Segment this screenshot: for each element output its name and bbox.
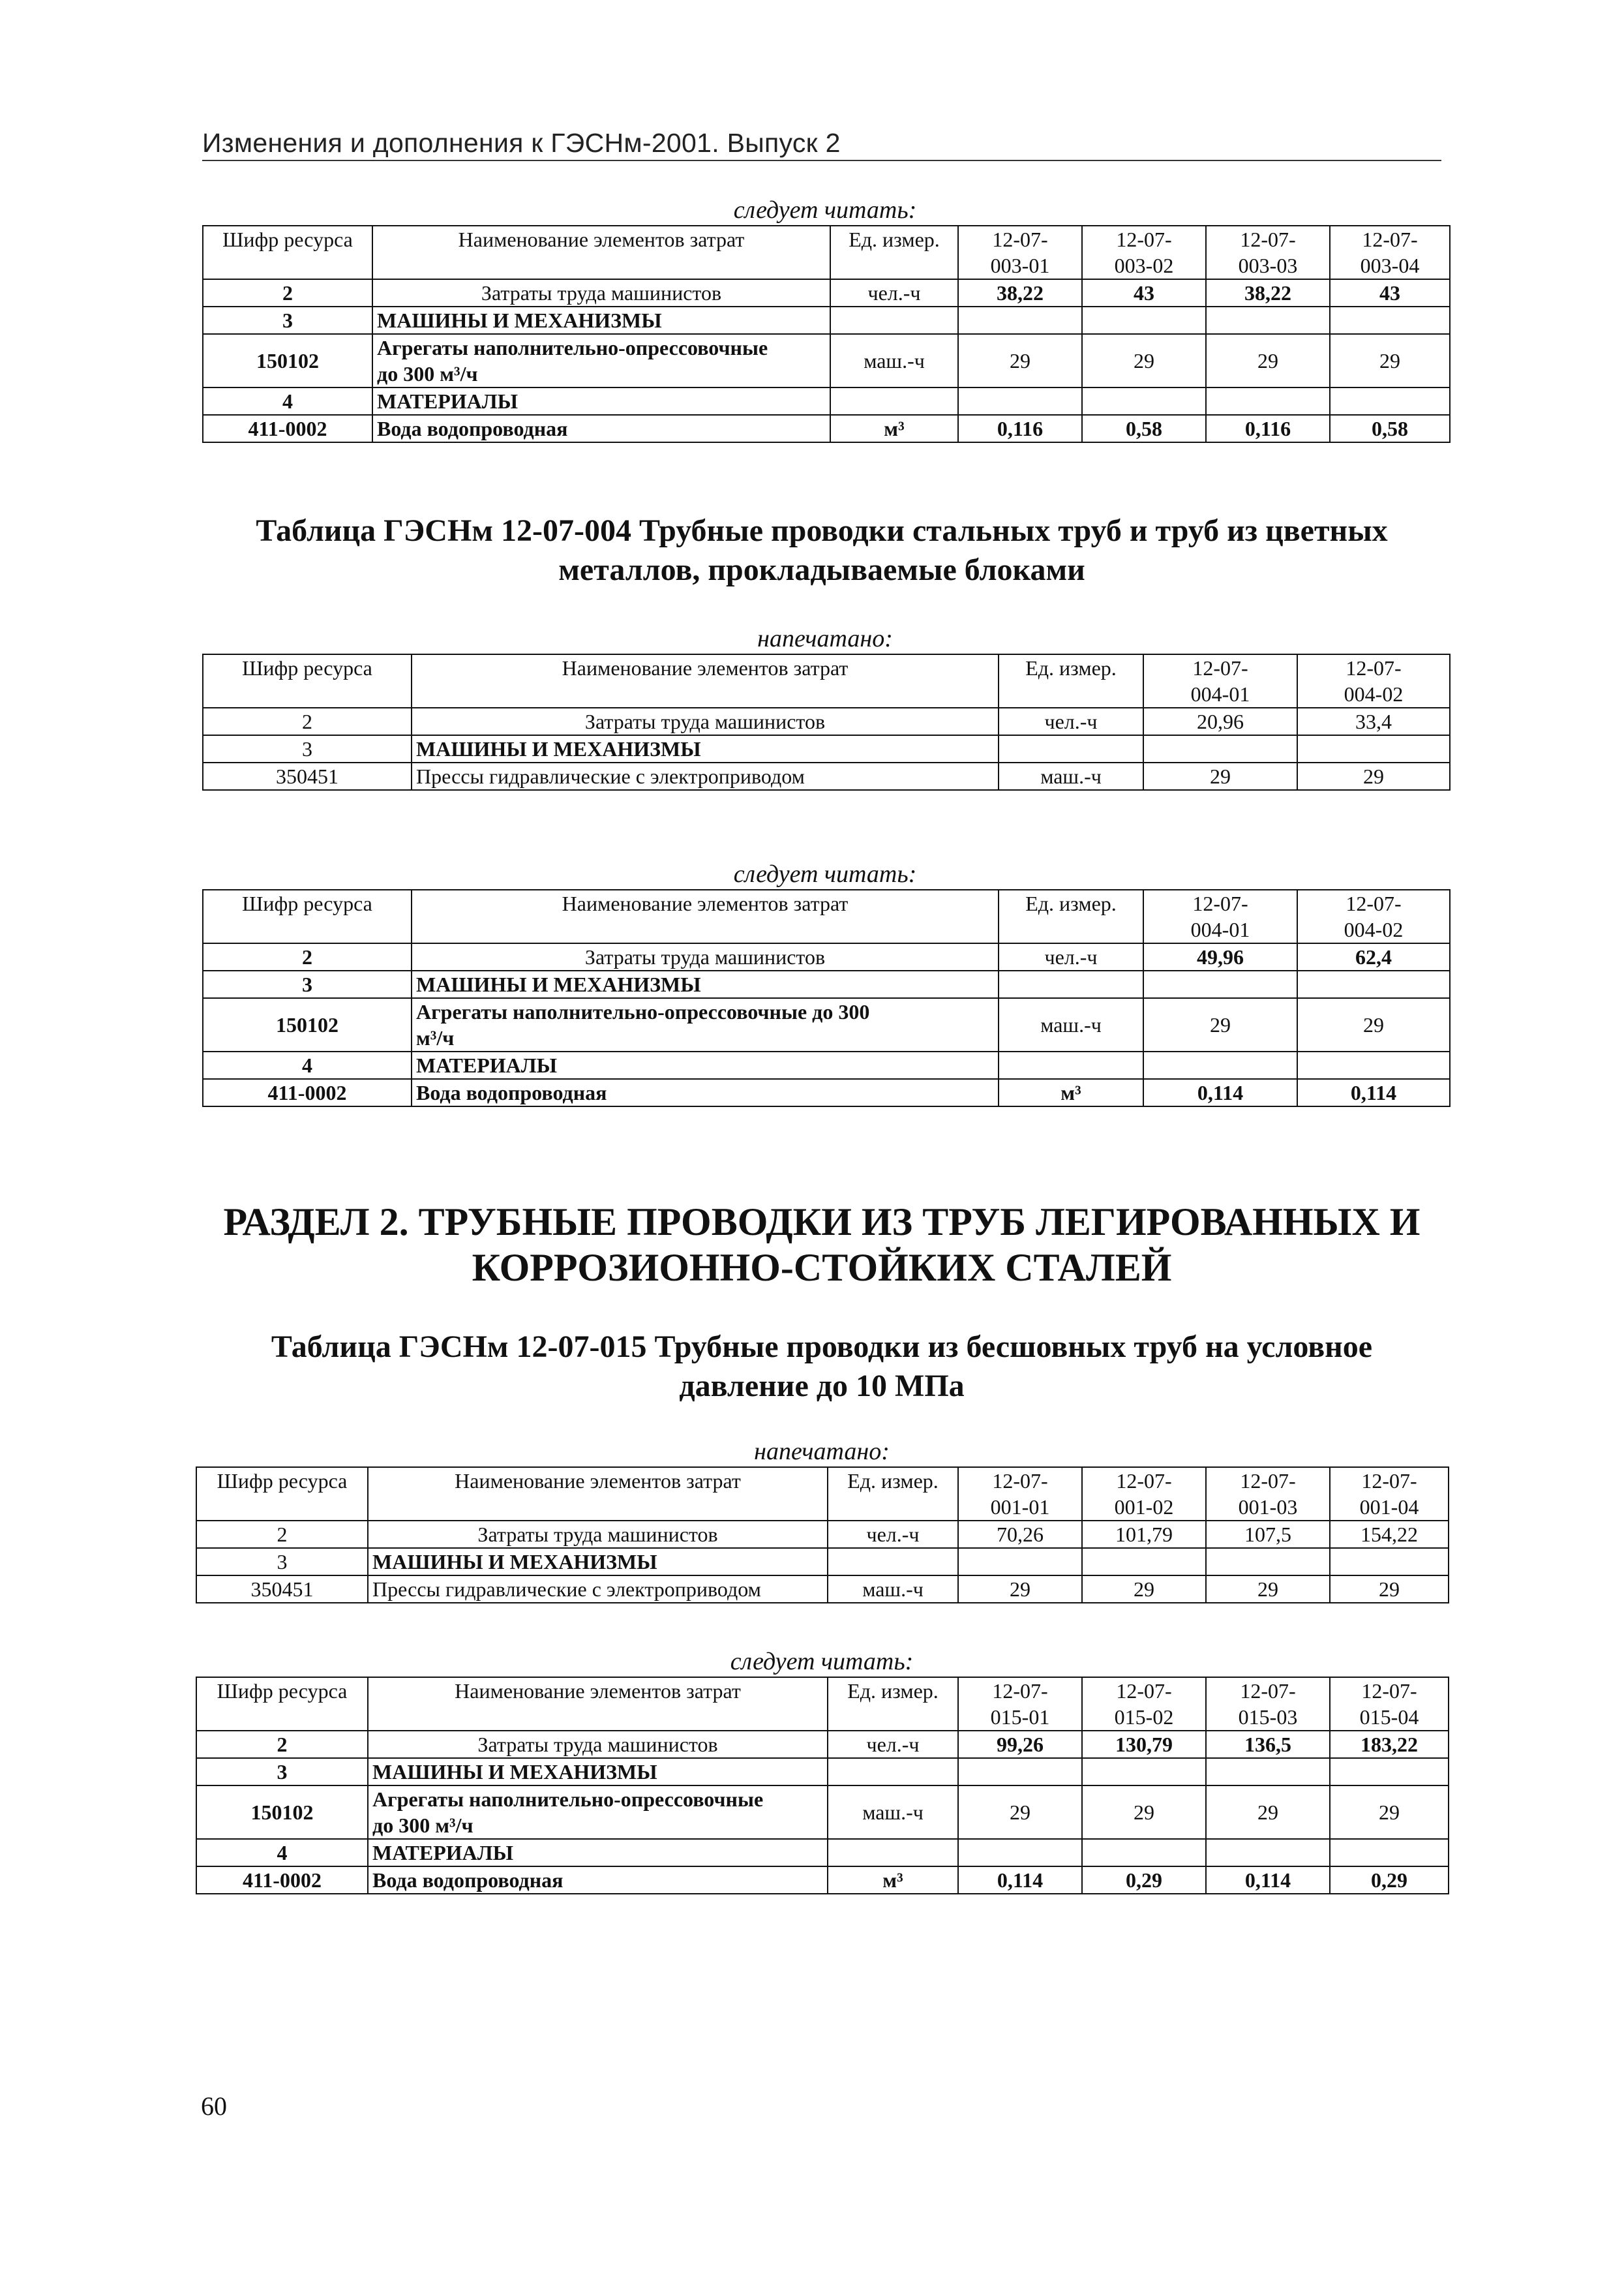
value: 29 (1082, 334, 1206, 387)
table-row (203, 763, 1450, 790)
page-number: 60 (201, 2091, 227, 2121)
page-header: Изменения и дополнения к ГЭСНм-2001. Выпуск 2 (202, 128, 1441, 161)
table1 (202, 225, 1451, 443)
value: 0,114 (958, 1866, 1082, 1894)
table-heading: Таблица ГЭСНм 12-07-015 Трубные проводки из бесшовных труб на условное давление до 10 МПа (271, 1329, 1373, 1403)
table5 (196, 1677, 1449, 1894)
table1-caption: следует читать: (733, 196, 917, 224)
resource-code: 4 (196, 1839, 368, 1866)
table-row (203, 415, 1450, 442)
resource-code: 3 (203, 971, 412, 998)
resource-code: 2 (203, 708, 412, 735)
col-code-3: 12-07- 015-03 (1206, 1677, 1330, 1731)
table-header-row (196, 1677, 1449, 1731)
resource-name: Вода водопроводная (372, 415, 830, 442)
value: 62,4 (1297, 943, 1450, 971)
table2 (202, 654, 1451, 791)
resource-code: 350451 (203, 763, 412, 790)
col-name-header: Наименование элементов затрат (368, 1467, 828, 1521)
table4 (196, 1466, 1449, 1603)
col-code-1: 12-07- 015-01 (958, 1677, 1082, 1731)
col-unit-header: Ед. измер. (999, 890, 1143, 943)
resource-name: МАТЕРИАЛЫ (372, 387, 830, 415)
resource-code: 4 (203, 1052, 412, 1079)
table-row (203, 307, 1450, 334)
value: 0,114 (1206, 1866, 1330, 1894)
col-unit-header: Ед. измер. (828, 1677, 958, 1731)
value: 29 (958, 1575, 1082, 1603)
table2-caption: напечатано: (757, 625, 893, 652)
table3-caption: следует читать: (733, 860, 917, 888)
resource-name: Вода водопроводная (368, 1866, 828, 1894)
value: 29 (958, 334, 1082, 387)
table-header-row (196, 1467, 1449, 1521)
resource-code: 2 (196, 1731, 368, 1758)
unit: чел.-ч (828, 1731, 958, 1758)
resource-name: МАШИНЫ И МЕХАНИЗМЫ (368, 1758, 828, 1785)
table-row (203, 387, 1450, 415)
col-code-1: 12-07- 003-01 (958, 226, 1082, 279)
col-code-3: 12-07- 001-03 (1206, 1467, 1330, 1521)
resource-code: 2 (196, 1521, 368, 1548)
col-name-header: Наименование элементов затрат (412, 654, 999, 708)
col-unit-header: Ед. измер. (828, 1467, 958, 1521)
value: 107,5 (1206, 1521, 1330, 1548)
table-row (203, 708, 1450, 735)
table-row (203, 1052, 1450, 1079)
col-code-header: Шифр ресурса (196, 1677, 368, 1731)
table5-caption: следует читать: (730, 1648, 914, 1675)
value: 29 (1206, 1785, 1330, 1839)
table-row (203, 971, 1450, 998)
value: 29 (1330, 1785, 1449, 1839)
col-code-4: 12-07- 015-04 (1330, 1677, 1449, 1731)
table-row (203, 998, 1450, 1052)
value: 0,29 (1082, 1866, 1206, 1894)
value: 0,58 (1082, 415, 1206, 442)
value: 29 (1330, 334, 1450, 387)
value: 0,29 (1330, 1866, 1449, 1894)
resource-name: Агрегаты наполнительно-опрессовочные до 300 м³/ч (412, 998, 999, 1052)
resource-name: МАШИНЫ И МЕХАНИЗМЫ (372, 307, 830, 334)
resource-name: Затраты труда машинистов (372, 279, 830, 307)
value: 29 (1330, 1575, 1449, 1603)
unit: м³ (999, 1079, 1143, 1106)
value: 29 (1143, 998, 1297, 1052)
resource-name: Агрегаты наполнительно-опрессовочные до 300 м³/ч (372, 334, 830, 387)
col-unit-header: Ед. измер. (999, 654, 1143, 708)
col-code-1: 12-07- 004-01 (1143, 654, 1297, 708)
value: 43 (1330, 279, 1450, 307)
col-name-header: Наименование элементов затрат (372, 226, 830, 279)
col-code-header: Шифр ресурса (203, 890, 412, 943)
value: 29 (1082, 1575, 1206, 1603)
resource-code: 411-0002 (203, 1079, 412, 1106)
table-row (196, 1575, 1449, 1603)
resource-name: МАШИНЫ И МЕХАНИЗМЫ (368, 1548, 828, 1575)
value: 38,22 (1206, 279, 1330, 307)
table-row (196, 1866, 1449, 1894)
unit: чел.-ч (830, 279, 958, 307)
table-row (203, 1079, 1450, 1106)
unit: маш.-ч (999, 763, 1143, 790)
unit: маш.-ч (828, 1575, 958, 1603)
unit: маш.-ч (830, 334, 958, 387)
resource-code: 411-0002 (196, 1866, 368, 1894)
table-row (196, 1521, 1449, 1548)
value: 20,96 (1143, 708, 1297, 735)
value: 38,22 (958, 279, 1082, 307)
table-header-row (203, 226, 1450, 279)
table4-caption: напечатано: (754, 1438, 890, 1465)
value: 99,26 (958, 1731, 1082, 1758)
value: 29 (958, 1785, 1082, 1839)
resource-name: Затраты труда машинистов (368, 1731, 828, 1758)
resource-code: 2 (203, 943, 412, 971)
resource-code: 3 (196, 1548, 368, 1575)
table-row (196, 1839, 1449, 1866)
value: 29 (1206, 334, 1330, 387)
value: 0,116 (958, 415, 1082, 442)
unit: чел.-ч (828, 1521, 958, 1548)
section-heading: РАЗДЕЛ 2. ТРУБНЫЕ ПРОВОДКИ ИЗ ТРУБ ЛЕГИРОВАННЫХ И КОРРОЗИОННО-СТОЙКИХ СТАЛЕЙ (223, 1200, 1421, 1289)
value: 130,79 (1082, 1731, 1206, 1758)
value: 49,96 (1143, 943, 1297, 971)
value: 29 (1297, 763, 1450, 790)
col-code-2: 12-07- 001-02 (1082, 1467, 1206, 1521)
col-code-4: 12-07- 003-04 (1330, 226, 1450, 279)
resource-name: Прессы гидравлические с электроприводом (368, 1575, 828, 1603)
table-heading: Таблица ГЭСНм 12-07-004 Трубные проводки стальных труб и труб из цветных металлов, прокладываемые блоками (256, 513, 1388, 587)
resource-name: Вода водопроводная (412, 1079, 999, 1106)
table3 (202, 889, 1451, 1107)
resource-code: 4 (203, 387, 372, 415)
resource-name: МАТЕРИАЛЫ (412, 1052, 999, 1079)
table-header-row (203, 890, 1450, 943)
table-row (196, 1731, 1449, 1758)
col-code-4: 12-07- 001-04 (1330, 1467, 1449, 1521)
value: 183,22 (1330, 1731, 1449, 1758)
resource-code: 411-0002 (203, 415, 372, 442)
resource-name: МАТЕРИАЛЫ (368, 1839, 828, 1866)
table-row (203, 943, 1450, 971)
table-row (203, 735, 1450, 763)
resource-code: 3 (203, 735, 412, 763)
resource-name: МАШИНЫ И МЕХАНИЗМЫ (412, 971, 999, 998)
unit: м³ (828, 1866, 958, 1894)
resource-code: 150102 (196, 1785, 368, 1839)
value: 154,22 (1330, 1521, 1449, 1548)
resource-name: Прессы гидравлические с электроприводом (412, 763, 999, 790)
resource-code: 150102 (203, 998, 412, 1052)
table-row (196, 1758, 1449, 1785)
col-code-3: 12-07- 003-03 (1206, 226, 1330, 279)
value: 33,4 (1297, 708, 1450, 735)
resource-name: Агрегаты наполнительно-опрессовочные до 300 м³/ч (368, 1785, 828, 1839)
table-row (203, 279, 1450, 307)
col-code-2: 12-07- 004-02 (1297, 654, 1450, 708)
unit: чел.-ч (999, 943, 1143, 971)
value: 29 (1206, 1575, 1330, 1603)
unit: чел.-ч (999, 708, 1143, 735)
value: 0,114 (1143, 1079, 1297, 1106)
table-header-row (203, 654, 1450, 708)
col-name-header: Наименование элементов затрат (412, 890, 999, 943)
col-code-header: Шифр ресурса (203, 654, 412, 708)
resource-code: 150102 (203, 334, 372, 387)
value: 0,116 (1206, 415, 1330, 442)
resource-code: 2 (203, 279, 372, 307)
resource-code: 3 (203, 307, 372, 334)
resource-name: МАШИНЫ И МЕХАНИЗМЫ (412, 735, 999, 763)
col-code-2: 12-07- 003-02 (1082, 226, 1206, 279)
value: 29 (1082, 1785, 1206, 1839)
value: 0,114 (1297, 1079, 1450, 1106)
resource-name: Затраты труда машинистов (412, 708, 999, 735)
value: 29 (1143, 763, 1297, 790)
col-code-2: 12-07- 015-02 (1082, 1677, 1206, 1731)
col-code-header: Шифр ресурса (196, 1467, 368, 1521)
col-unit-header: Ед. измер. (830, 226, 958, 279)
col-code-2: 12-07- 004-02 (1297, 890, 1450, 943)
table-row (196, 1785, 1449, 1839)
value: 101,79 (1082, 1521, 1206, 1548)
table-row (203, 334, 1450, 387)
col-code-header: Шифр ресурса (203, 226, 372, 279)
col-code-1: 12-07- 001-01 (958, 1467, 1082, 1521)
col-code-1: 12-07- 004-01 (1143, 890, 1297, 943)
unit: маш.-ч (999, 998, 1143, 1052)
value: 29 (1297, 998, 1450, 1052)
resource-name: Затраты труда машинистов (412, 943, 999, 971)
resource-code: 350451 (196, 1575, 368, 1603)
value: 70,26 (958, 1521, 1082, 1548)
unit: маш.-ч (828, 1785, 958, 1839)
unit: м³ (830, 415, 958, 442)
value: 43 (1082, 279, 1206, 307)
resource-code: 3 (196, 1758, 368, 1785)
value: 0,58 (1330, 415, 1450, 442)
table-row (196, 1548, 1449, 1575)
value: 136,5 (1206, 1731, 1330, 1758)
col-name-header: Наименование элементов затрат (368, 1677, 828, 1731)
resource-name: Затраты труда машинистов (368, 1521, 828, 1548)
